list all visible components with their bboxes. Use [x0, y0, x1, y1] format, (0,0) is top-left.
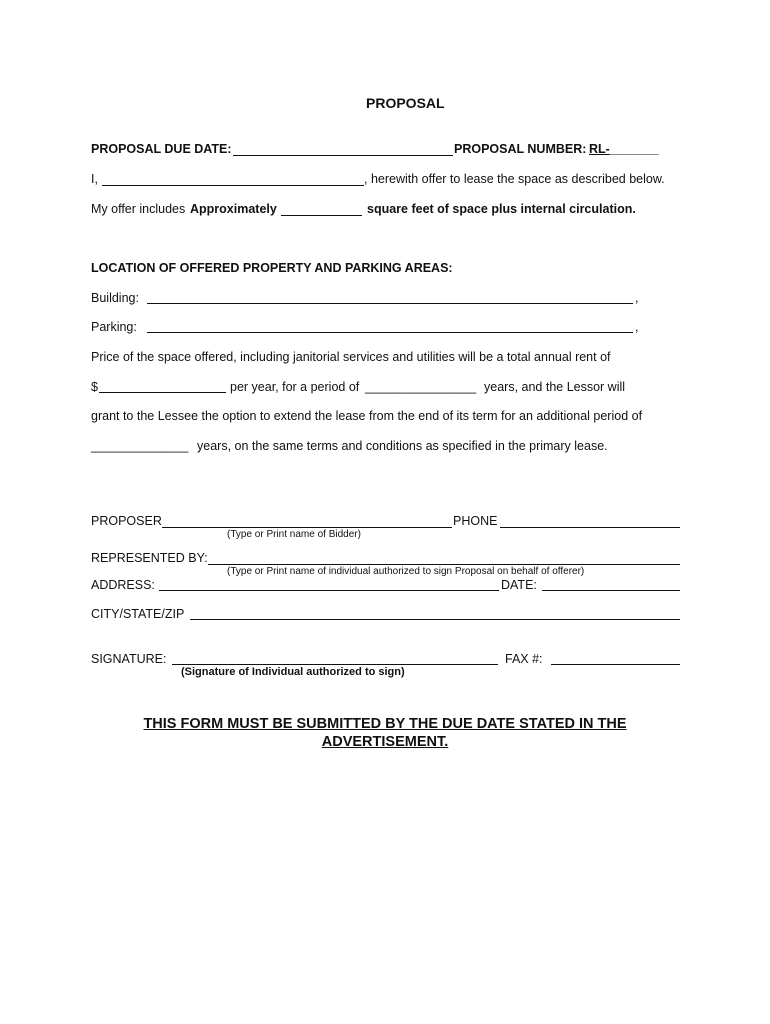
price-line-1: Price of the space offered, including janitorial services and utilities will be a total annual rent of [91, 350, 611, 364]
city-state-zip-field[interactable] [190, 619, 680, 620]
lease-period-field[interactable]: ________________ [365, 380, 477, 394]
address-field[interactable] [159, 590, 499, 591]
proposal-number-prefix: RL- [589, 142, 610, 156]
proposal-number-field[interactable]: _______ [610, 142, 659, 156]
price-years-lessor-text: years, and the Lessor will [484, 380, 626, 394]
fax-label: FAX #: [505, 652, 543, 666]
square-feet-text: square feet of space plus internal circulation. [367, 202, 636, 216]
offer-i-label: I, [91, 172, 98, 186]
price-per-year-text: per year, for a period of [230, 380, 360, 394]
city-state-zip-label: CITY/STATE/ZIP [91, 607, 185, 621]
signature-label: SIGNATURE: [91, 652, 167, 666]
due-date-label: PROPOSAL DUE DATE: [91, 142, 232, 156]
offer-approx-text: Approximately [190, 202, 277, 216]
phone-field[interactable] [500, 527, 680, 528]
due-date-field[interactable] [233, 155, 453, 156]
building-comma: , [635, 291, 639, 305]
building-label: Building: [91, 291, 139, 305]
proposer-label: PROPOSER [91, 514, 162, 528]
date-label: DATE: [501, 578, 537, 592]
offerer-name-field[interactable] [102, 185, 364, 186]
proposer-hint: (Type or Print name of Bidder) [227, 529, 361, 540]
submission-notice-line-1: THIS FORM MUST BE SUBMITTED BY THE DUE DATE STATED IN THE [143, 716, 627, 732]
annual-rent-field[interactable] [99, 392, 226, 393]
proposal-number-label: PROPOSAL NUMBER: [454, 142, 587, 156]
date-field[interactable] [542, 590, 680, 591]
extension-period-field[interactable]: ______________ [91, 439, 189, 453]
offer-herewith-text: , herewith offer to lease the space as described below. [364, 172, 665, 186]
phone-label: PHONE [453, 514, 498, 528]
signature-field[interactable] [172, 664, 498, 665]
submission-notice-line-2: ADVERTISEMENT. [321, 734, 449, 750]
parking-field[interactable] [147, 332, 633, 333]
price-line-3: grant to the Lessee the option to extend the lease from the end of its term for an additional period of [91, 409, 643, 423]
building-field[interactable] [147, 303, 633, 304]
square-feet-field[interactable] [281, 215, 362, 216]
proposer-field[interactable] [162, 527, 452, 528]
parking-comma: , [635, 320, 639, 334]
signature-hint: (Signature of Individual authorized to sign) [181, 666, 405, 678]
address-label: ADDRESS: [91, 578, 155, 592]
offer-includes-text: My offer includes [91, 202, 186, 216]
price-dollar-sign: $ [91, 380, 98, 394]
represented-by-field[interactable] [208, 564, 680, 565]
represented-by-hint: (Type or Print name of individual authorized to sign Proposal on behalf of offerer) [227, 566, 585, 577]
page-title: PROPOSAL [366, 95, 445, 111]
location-heading: LOCATION OF OFFERED PROPERTY AND PARKING AREAS: [91, 261, 453, 275]
parking-label: Parking: [91, 320, 137, 334]
fax-field[interactable] [551, 664, 680, 665]
price-line-4: years, on the same terms and conditions as specified in the primary lease. [197, 439, 608, 453]
represented-by-label: REPRESENTED BY: [91, 551, 208, 565]
